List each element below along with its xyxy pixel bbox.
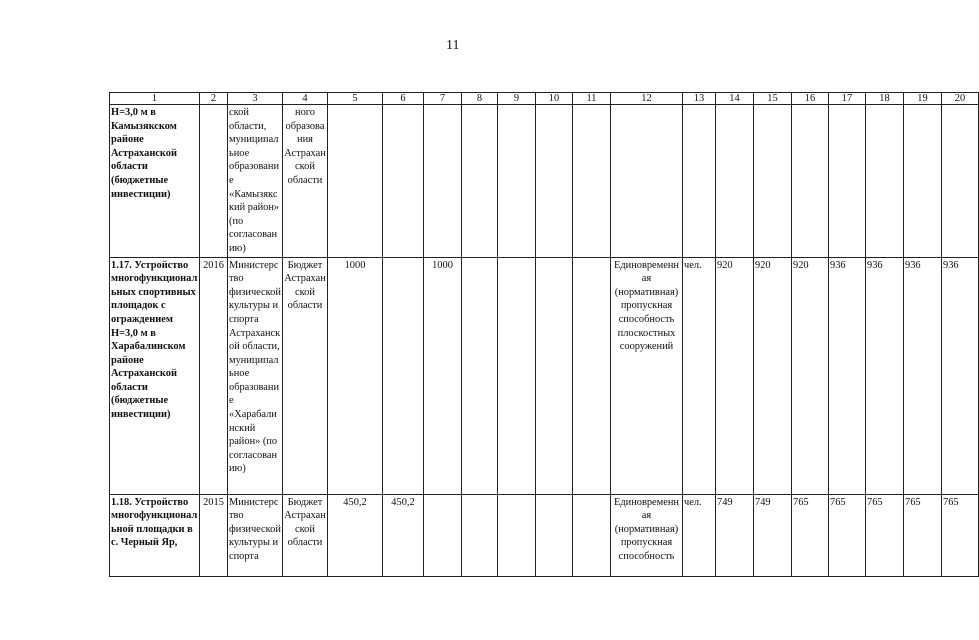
cell-measure-name: 1.18. Устройство многофункциональной площадки в с. Черный Яр, [110, 494, 200, 576]
header-cell: 20 [942, 93, 979, 105]
cell-funding-source: ного образования Астраханской области [283, 105, 328, 258]
header-cell: 10 [536, 93, 573, 105]
cell-value [462, 257, 498, 494]
cell-indicator-value [792, 105, 829, 258]
cell-measure-name: Н=3,0 м в Камызякском районе Астраханской области (бюджетные инвестиции) [110, 105, 200, 258]
cell-year: 2015 [200, 494, 228, 576]
header-cell: 9 [498, 93, 536, 105]
header-cell: 15 [754, 93, 792, 105]
cell-indicator-value: 920 [792, 257, 829, 494]
cell-value: 1000 [424, 257, 462, 494]
cell-indicator-value: 765 [942, 494, 979, 576]
cell-value [462, 105, 498, 258]
cell-value: 1000 [328, 257, 383, 494]
header-cell: 14 [716, 93, 754, 105]
cell-indicator-value [754, 105, 792, 258]
cell-value [424, 494, 462, 576]
header-cell: 6 [383, 93, 424, 105]
cell-value [424, 105, 462, 258]
cell-indicator-value: 765 [866, 494, 904, 576]
table-row [110, 257, 979, 494]
cell-indicator-value: 936 [866, 257, 904, 494]
cell-value [498, 494, 536, 576]
cell-indicator-value: 749 [754, 494, 792, 576]
header-cell: 17 [829, 93, 866, 105]
header-cell: 1 [110, 93, 200, 105]
header-cell: 8 [462, 93, 498, 105]
cell-measure-name: 1.17. Устройство многофункциональных спортивных площадок с ограждением Н=3,0 м в Харабалинском районе Астраханской области (бюджетные инвестиции) [110, 257, 200, 494]
cell-indicator-value [866, 105, 904, 258]
table-row [110, 105, 979, 258]
cell-indicator-value [904, 105, 942, 258]
cell-value [383, 257, 424, 494]
cell-indicator-value [716, 105, 754, 258]
cell-funding-source: Бюджет Астраханской области [283, 494, 328, 576]
cell-value [536, 105, 573, 258]
cell-indicator-value: 765 [829, 494, 866, 576]
cell-value [498, 105, 536, 258]
cell-indicator-value: 936 [904, 257, 942, 494]
cell-indicator: Единовременная (нормативная) пропускная способность плоскостных сооружений [611, 257, 683, 494]
cell-unit: чел. [683, 494, 716, 576]
cell-year: 2016 [200, 257, 228, 494]
cell-value [462, 494, 498, 576]
header-cell: 2 [200, 93, 228, 105]
header-cell: 19 [904, 93, 942, 105]
cell-funding-source: Бюджет Астраханской области [283, 257, 328, 494]
cell-value [328, 105, 383, 258]
table-header-row [110, 93, 979, 105]
cell-indicator-value [942, 105, 979, 258]
header-cell: 4 [283, 93, 328, 105]
header-cell: 16 [792, 93, 829, 105]
table-row [110, 494, 979, 576]
cell-value [536, 494, 573, 576]
cell-unit [683, 105, 716, 258]
cell-value [498, 257, 536, 494]
header-cell: 7 [424, 93, 462, 105]
cell-indicator-value: 920 [716, 257, 754, 494]
cell-executor: Министерство физической культуры и спорта Астраханской области, муниципальное образование «Харабалинский район» (по согласованию) [228, 257, 283, 494]
cell-indicator-value: 765 [904, 494, 942, 576]
cell-indicator-value: 920 [754, 257, 792, 494]
cell-value: 450,2 [383, 494, 424, 576]
program-table [109, 92, 979, 577]
cell-indicator: Единовременная (нормативная) пропускная способность [611, 494, 683, 576]
header-cell: 11 [573, 93, 611, 105]
cell-indicator-value: 936 [942, 257, 979, 494]
cell-value [536, 257, 573, 494]
cell-indicator-value: 936 [829, 257, 866, 494]
cell-indicator-value [829, 105, 866, 258]
page-number: 11 [446, 38, 460, 53]
header-cell: 5 [328, 93, 383, 105]
cell-value [573, 105, 611, 258]
header-cell: 3 [228, 93, 283, 105]
cell-indicator [611, 105, 683, 258]
cell-indicator-value: 765 [792, 494, 829, 576]
header-cell: 12 [611, 93, 683, 105]
cell-indicator-value: 749 [716, 494, 754, 576]
cell-unit: чел. [683, 257, 716, 494]
header-cell: 13 [683, 93, 716, 105]
cell-value [573, 257, 611, 494]
cell-year [200, 105, 228, 258]
cell-value: 450,2 [328, 494, 383, 576]
header-cell: 18 [866, 93, 904, 105]
cell-value [383, 105, 424, 258]
cell-executor: ской области, муниципальное образование «Камызякский район» (по согласованию) [228, 105, 283, 258]
cell-executor: Министерство физической культуры и спорта [228, 494, 283, 576]
cell-value [573, 494, 611, 576]
